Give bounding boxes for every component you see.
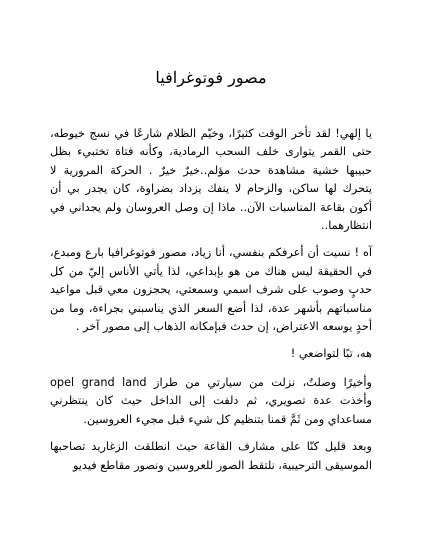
document-body (50, 125, 372, 484)
paragraph-hall: وبعد قليل كنّا على مشارف القاعة حيث انطلقت الزغاريد تصاحبها الموسيقى الترحيبية، نلتقط الصور للعروسين ونصور مقاطع فيديو (50, 440, 372, 472)
paragraph-introduction: آه ! نسيت أن أعرفكم بنفسي، أنا زياد، مصور فوتوغرافيا بارع ومبدع، في الحقيقة ليس هناك من هو بإبداعي، لذا يأتي الأناس إليّ من كل حدبٍ وصوب على شرف اسمي وسمعتي، يحجزون معي قبل مواعيد مناسباتهم بأشهر عدة، لذا أضع السعر الذي يناسبني بجراءة، وما من أحدٍ يوسعه الاعتراض، إن حدث فبإمكانه الذهاب إلى مصور آخر . (50, 246, 372, 334)
paragraph-opening: يا إلهي! لقد تأخر الوقت كثيرًا، وخيّم الظلام شارعًا في نسج خيوطه، حتى القمر يتوارى خلف السحب الرمادية، وكأنه فتاة تختبيء بظل حبيبها خشية مشاهدة حدث مؤلم..خيرٌ خيرٌ . الحركة المرورية لا يتحرك لها ساكن، والزحام لا ينفك يزداد بضراوة، كان يجدر بي أن أكون بقاعة المناسبات الآن.. ماذا إن وصل العروسان ولم يجداني في انتظارهما.. (50, 127, 372, 233)
paragraph-remark: هه، تبًا لتواضعي ! (290, 347, 372, 361)
document-title: مصور فوتوغرافيا (155, 68, 267, 87)
paragraph-arrival: وأخيرًا وصلتُ، نزلت من سيارتي من طراز opel grand land وأخذت عدة تصويري، ثم دلفت إلى الداخل حيث كان ينتظرني مساعداي ومن ثَمَّ قمنا بتنظيم كل شيء قبل مجيء العروسين. (50, 375, 372, 426)
